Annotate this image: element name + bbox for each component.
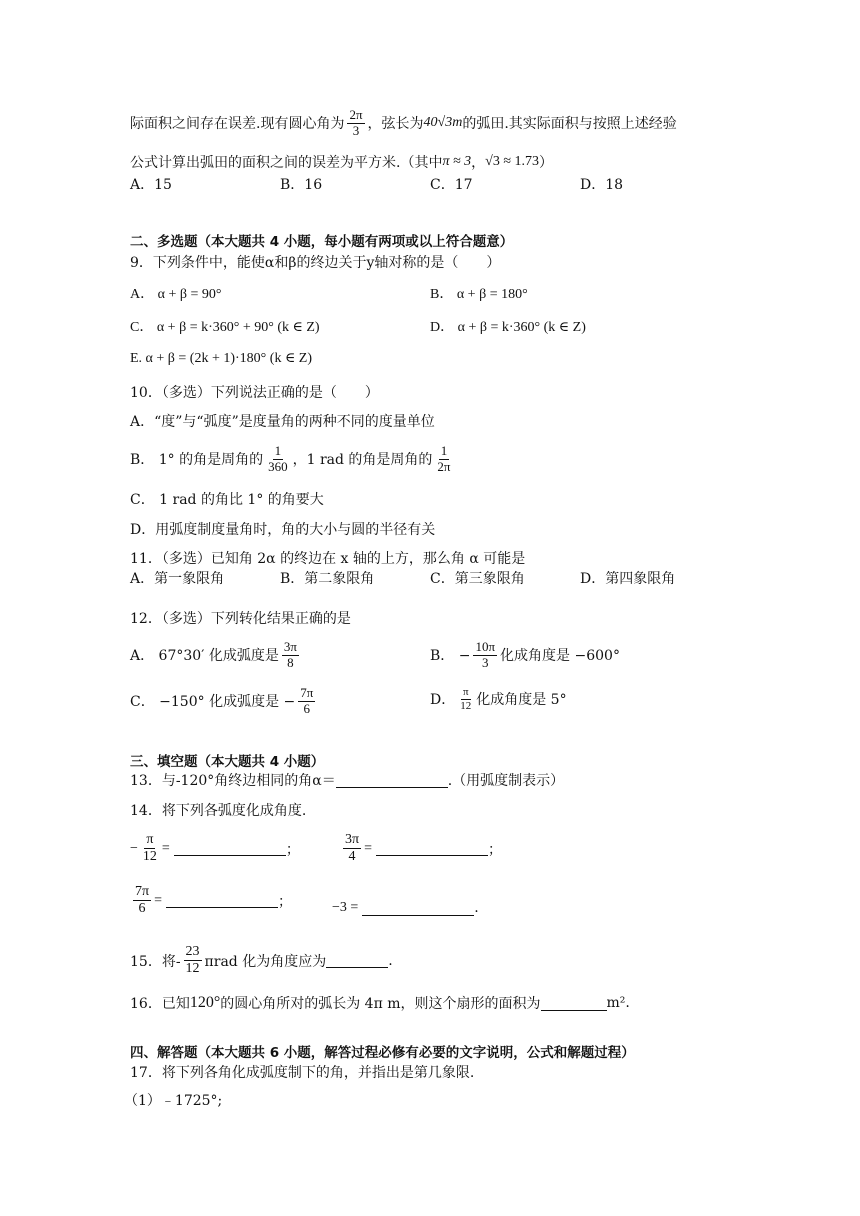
q12-a-fraction: [282, 640, 299, 671]
q16-text-a: 16．已知: [130, 996, 190, 1012]
fraction-denominator: 2π: [437, 458, 451, 474]
q14-2-fraction: [343, 832, 361, 865]
q8-angle-fraction: [347, 108, 364, 139]
q12-option-c: [130, 686, 318, 717]
period: .: [474, 900, 479, 916]
q10-option-d: D．用弧度制度量角时，角的大小与圆的半径有关: [130, 522, 436, 538]
q15-text-a: 15．将-: [130, 953, 181, 970]
q8-option-b: B．16: [280, 177, 323, 193]
q14-item-4: [332, 900, 479, 916]
q8-option-a: A．15: [130, 177, 172, 193]
q10-option-c: C． 1 rad 的角比 1° 的角要大: [130, 492, 324, 508]
q15-fraction: [184, 944, 202, 977]
q12-b-text-a: B． −: [430, 648, 471, 665]
q10-b-fraction-1: [266, 444, 290, 475]
section-4-title: 四、解答题（本大题共 6 小题，解答过程必修有必要的文字说明，公式和解题过程）: [130, 1045, 635, 1061]
fraction-numerator: 1: [274, 443, 282, 458]
fraction-denominator: 3: [482, 654, 489, 670]
section-3-title: 三、填空题（本大题共 4 小题）: [130, 754, 325, 770]
q14-4-expression: −3 =: [332, 900, 359, 915]
q15: [130, 944, 393, 977]
q12-b-text-b: 化成角度是 −600°: [500, 648, 620, 665]
q10-b-text-a: B． 1° 的角是周角的: [130, 452, 264, 469]
q16: [130, 993, 630, 1013]
fraction-denominator: 12: [142, 849, 157, 865]
q15-text-b: πrad 化为角度应为: [204, 953, 327, 970]
fraction-denominator: 12: [185, 961, 200, 977]
q12-option-b: [430, 640, 620, 671]
comma: ，: [471, 155, 486, 171]
q8-line2: [130, 152, 553, 172]
fraction-numerator: 7π: [300, 685, 314, 700]
equals-sign: =: [364, 840, 372, 856]
minus-sign: −: [130, 840, 138, 856]
q8-text-c: 的弧田.其实际面积与按照上述经验: [462, 116, 677, 133]
q9-option-a: A． α + β = 90°: [130, 287, 222, 302]
q11-option-d: D．第四象限角: [580, 571, 676, 587]
q11-option-b: B．第二象限角: [280, 571, 375, 587]
q12-stem: 12．（多选）下列转化结果正确的是: [130, 611, 351, 627]
q9-option-d: D． α + β = k·360° (k ∈ Z): [430, 320, 586, 335]
q14-4-answer-blank[interactable]: [362, 901, 474, 916]
fraction-denominator: 3: [352, 122, 360, 138]
fraction-denominator: 6: [138, 901, 146, 917]
fraction-denominator: 6: [303, 700, 311, 716]
fraction-numerator: π: [144, 832, 155, 849]
fraction-numerator: 7π: [133, 884, 151, 901]
q14-item-3: [130, 884, 292, 917]
q8-chord-length: 40√3m: [423, 115, 463, 131]
q11-option-a: A．第一象限角: [130, 571, 225, 587]
fraction-numerator: 10π: [475, 639, 496, 654]
q16-angle: 120°: [189, 994, 221, 1011]
semicolon: ；: [277, 893, 292, 910]
fraction-numerator: 1: [440, 443, 448, 458]
equals-sign: =: [154, 892, 162, 908]
q14-item-2: [340, 832, 502, 865]
section-2-title: 二、多选题（本大题共 4 小题，每小题有两项或以上符合题意）: [130, 234, 514, 250]
q8-option-c: C．17: [430, 177, 473, 193]
q8-line1: [130, 108, 677, 139]
q14-3-answer-blank[interactable]: [166, 893, 278, 908]
q16-unit: m².: [606, 995, 630, 1011]
sqrt-approx: √3 ≈ 1.73: [485, 154, 540, 169]
q12-option-d: [430, 686, 567, 712]
q12-a-text: A． 67°30′ 化成弧度是: [130, 648, 279, 665]
q14-1-fraction: [141, 832, 159, 865]
q10-option-a: A．“度”与“弧度”是度量角的两种不同的度量单位: [130, 414, 435, 430]
q8-text-b: ，弦长为: [367, 116, 424, 133]
q16-text-b: 的圆心角所对的弧长为 4π m，则这个扇形的面积为: [220, 996, 541, 1012]
fraction-numerator: 3π: [343, 832, 361, 849]
q14-3-fraction: [133, 884, 151, 917]
q12-d-text-a: D．: [430, 692, 456, 709]
fraction-denominator: 360: [268, 458, 288, 474]
fraction-numerator: π: [462, 686, 469, 698]
q17-stem: 17．将下列各角化成弧度制下的角，并指出是第几象限.: [130, 1065, 475, 1081]
q13-answer-blank[interactable]: [336, 773, 448, 788]
fraction-denominator: 4: [348, 849, 356, 865]
q10-b-text-b: ，1 rad 的角是周角的: [292, 452, 433, 469]
q13-text-a: 13．与-120°角终边相同的角α＝: [130, 773, 336, 789]
q14-2-answer-blank[interactable]: [376, 841, 488, 856]
q14-1-answer-blank[interactable]: [174, 841, 286, 856]
fraction-denominator: 12: [460, 699, 472, 712]
q9-option-c: C． α + β = k·360° + 90° (k ∈ Z): [130, 320, 320, 335]
q17-part-1: （1）﹣1725°;: [124, 1093, 223, 1109]
semicolon: ；: [285, 841, 300, 858]
q12-c-text: C． −150° 化成弧度是 −: [130, 694, 296, 711]
fraction-numerator: 23: [184, 944, 202, 961]
q13: [130, 770, 564, 790]
q14-stem: 14．将下列各弧度化成角度.: [130, 803, 307, 819]
q9-stem: 9．下列条件中，能使α和β的终边关于y轴对称的是（ ）: [130, 255, 501, 271]
equals-sign: =: [161, 840, 170, 856]
pi-approx: π ≈ 3: [442, 154, 472, 169]
q10-option-b: [130, 444, 456, 475]
q11-stem: 11．（多选）已知角 2α 的终边在 x 轴的上方，那么角 α 可能是: [130, 551, 526, 567]
q9-option-b: B． α + β = 180°: [430, 287, 528, 302]
q13-text-b: .（用弧度制表示）: [447, 773, 565, 789]
fraction-numerator: 2π: [349, 107, 363, 122]
semicolon: ；: [487, 841, 502, 858]
close-paren: ）: [539, 155, 554, 171]
q10-stem: 10．（多选）下列说法正确的是（ ）: [130, 385, 379, 401]
q8-text-d: 公式计算出弧田的面积之间的误差为平方米.（其中: [130, 155, 443, 171]
fraction-numerator: 3π: [283, 639, 297, 654]
q14-item-1: [130, 832, 300, 865]
q12-d-text-b: 化成角度是 5°: [476, 692, 567, 709]
q10-b-fraction-2: [435, 444, 452, 475]
q9-option-e: E. α + β = (2k + 1)·180° (k ∈ Z): [130, 351, 313, 366]
q12-b-fraction: [473, 640, 497, 671]
q12-c-fraction: [298, 686, 315, 717]
q12-d-fraction: [458, 686, 473, 712]
q16-answer-blank[interactable]: [541, 996, 607, 1011]
q12-option-a: [130, 640, 302, 671]
q15-answer-blank[interactable]: [326, 953, 388, 968]
q11-option-c: C．第三象限角: [430, 571, 525, 587]
q8-text-a: 际面积之间存在误差.现有圆心角为: [130, 116, 345, 133]
fraction-denominator: 8: [287, 654, 294, 670]
q8-option-d: D．18: [580, 177, 624, 193]
period: .: [388, 952, 393, 969]
